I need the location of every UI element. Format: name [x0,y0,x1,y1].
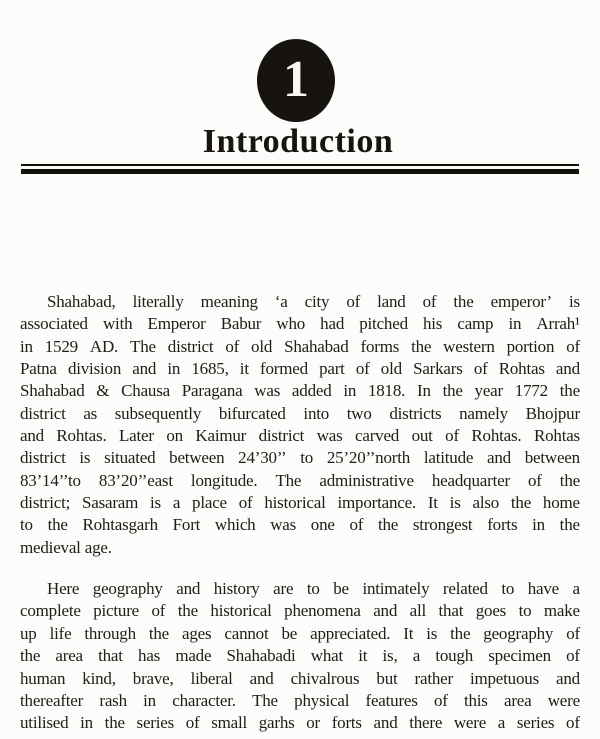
text-line: district is situated between 24’30’’ to 25’20’’north latitude and between [20,448,580,468]
text-line: utilised in the series of small garhs or forts and there were a series of [20,713,580,733]
rule-thick [21,169,579,174]
paragraph-1 [20,291,580,559]
text-line: associated with Emperor Babur who had pitched his camp in Arrah¹ [20,314,580,334]
chapter-title: Introduction [202,123,394,160]
text-line: medieval age. [20,537,112,557]
chapter-number: 1 [283,50,309,108]
text-line: Patna division and in 1685, it formed part of old Sarkars of Rohtas and [20,359,580,379]
text-line: district; Sasaram is a place of historical importance. It is also the home [20,493,580,513]
text-line: up life through the ages cannot be appreciated. It is the geography of [20,623,580,643]
text-line: Here geography and history are to be intimately related to have a [47,579,580,599]
text-line: the area that has made Shahabadi what it is, a tough specimen of [20,646,580,666]
double-rule [21,164,579,174]
text-line: Shahabad & Chausa Paragana was added in 1818. In the year 1772 the [20,381,580,401]
text-line: 83’14’’to 83’20’’east longitude. The administrative headquarter of the [20,470,580,490]
text-line: district as subsequently bifurcated into two districts namely Bhojpur [20,403,580,423]
text-line: in 1529 AD. The district of old Shahabad forms the western portion of [20,336,580,356]
rule-thin [21,164,579,166]
paragraph-2 [20,578,580,734]
body-text [20,291,580,735]
text-line: complete picture of the historical phenomena and all that goes to make [20,601,580,621]
text-line: human kind, brave, liberal and chivalrous but rather impetuous and [20,668,580,688]
text-line: Shahabad, literally meaning ‘a city of land of the emperor’ is [47,292,580,311]
chapter-number-badge [257,39,335,122]
text-line: and Rohtas. Later on Kaimur district was carved out of Rohtas. Rohtas [20,426,580,446]
text-line: to the Rohtasgarh Fort which was one of the strongest forts in the [20,515,580,535]
text-line: thereafter rash in character. The physical features of this area were [20,690,580,710]
